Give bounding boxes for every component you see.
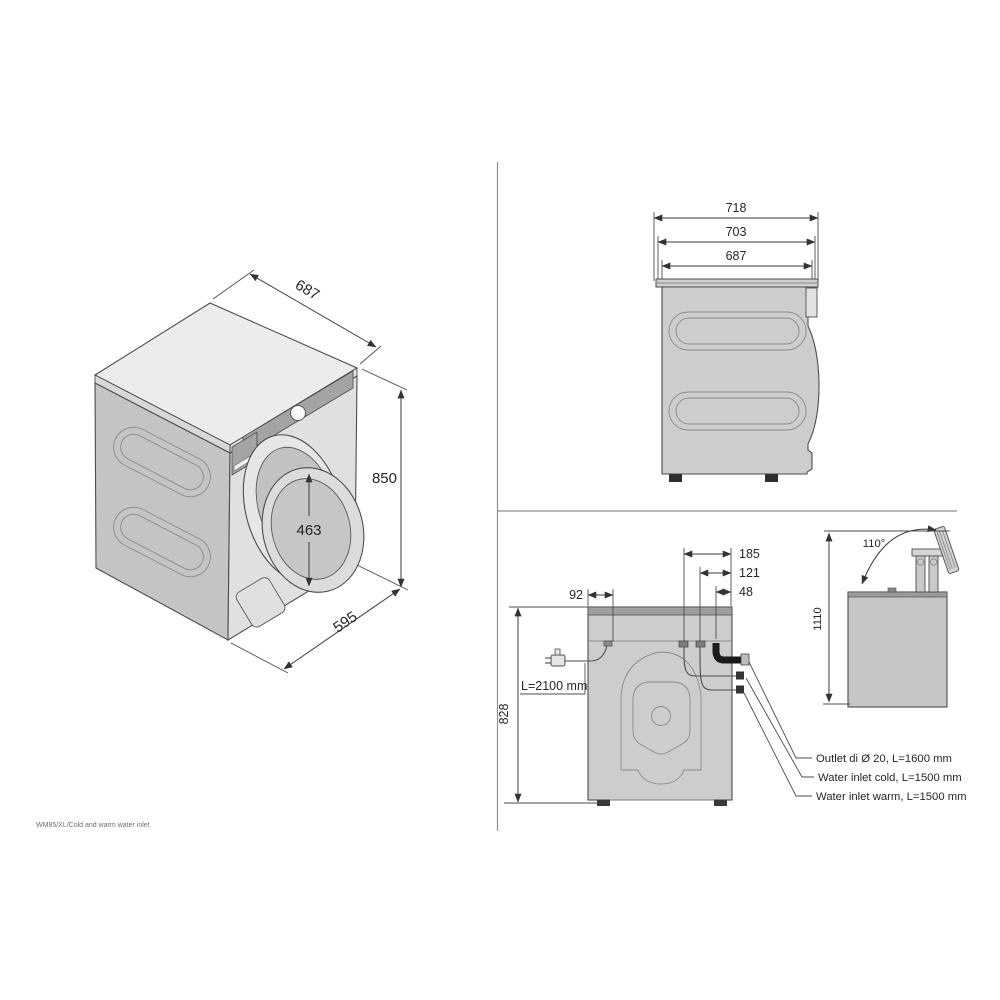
callout-inlet-warm xyxy=(744,693,967,803)
dim-718-label: 718 xyxy=(725,201,747,215)
front-panel-depth xyxy=(806,288,817,317)
detail-top-latch xyxy=(888,588,896,592)
dim-185-label: 185 xyxy=(739,547,760,561)
rear-foot-right xyxy=(714,800,727,806)
rear-body xyxy=(588,607,732,800)
side-body xyxy=(662,287,819,474)
inlet-connector-1 xyxy=(736,672,744,680)
door-detail-view xyxy=(812,526,959,707)
footer-note: WM85/XL/Cold and warm water inlet xyxy=(36,822,150,829)
dim-828-label: 828 xyxy=(497,703,511,725)
rear-top-strip xyxy=(588,607,732,615)
side-foot-front xyxy=(765,474,778,482)
door-angle-label: 110° xyxy=(862,538,886,550)
dim-92-label: 92 xyxy=(569,588,583,602)
dim-718 xyxy=(654,201,818,286)
isometric-view xyxy=(95,270,408,673)
detail-top-strip xyxy=(848,592,947,597)
side-view xyxy=(654,201,819,482)
inlet-connector-2 xyxy=(736,686,744,694)
inlet-gland-warm xyxy=(679,641,688,647)
program-knob xyxy=(291,406,306,421)
dim-height-850 xyxy=(357,369,408,590)
cable-length-callout xyxy=(520,663,587,694)
detail-body xyxy=(848,592,947,707)
dim-door-label: 463 xyxy=(296,522,322,539)
callout-outlet-label: Outlet di Ø 20, L=1600 mm xyxy=(816,753,952,765)
rear-foot-left xyxy=(597,800,610,806)
cable-length-label: L=2100 mm xyxy=(521,679,588,693)
side-foot-rear xyxy=(669,474,682,482)
callout-inlet-warm-label: Water inlet warm, L=1500 mm xyxy=(816,791,967,803)
dim-height-label: 850 xyxy=(371,470,397,487)
dim-121-label: 121 xyxy=(739,566,760,580)
dim-687-side-label: 687 xyxy=(725,249,747,263)
dim-depth-label: 687 xyxy=(292,276,323,304)
inlet-gland-cold xyxy=(696,641,705,647)
dim-828 xyxy=(497,607,598,803)
dim-48-label: 48 xyxy=(739,585,753,599)
cord-gland xyxy=(604,641,612,646)
dim-width-label: 595 xyxy=(330,608,361,637)
callout-inlet-cold-label: Water inlet cold, L=1500 mm xyxy=(818,772,962,784)
power-plug-icon xyxy=(545,649,565,666)
dim-703-label: 703 xyxy=(725,225,747,239)
dim-1110-label: 1110 xyxy=(812,607,824,631)
drain-hose-connector xyxy=(741,654,749,665)
door-hinge-block xyxy=(912,549,945,592)
